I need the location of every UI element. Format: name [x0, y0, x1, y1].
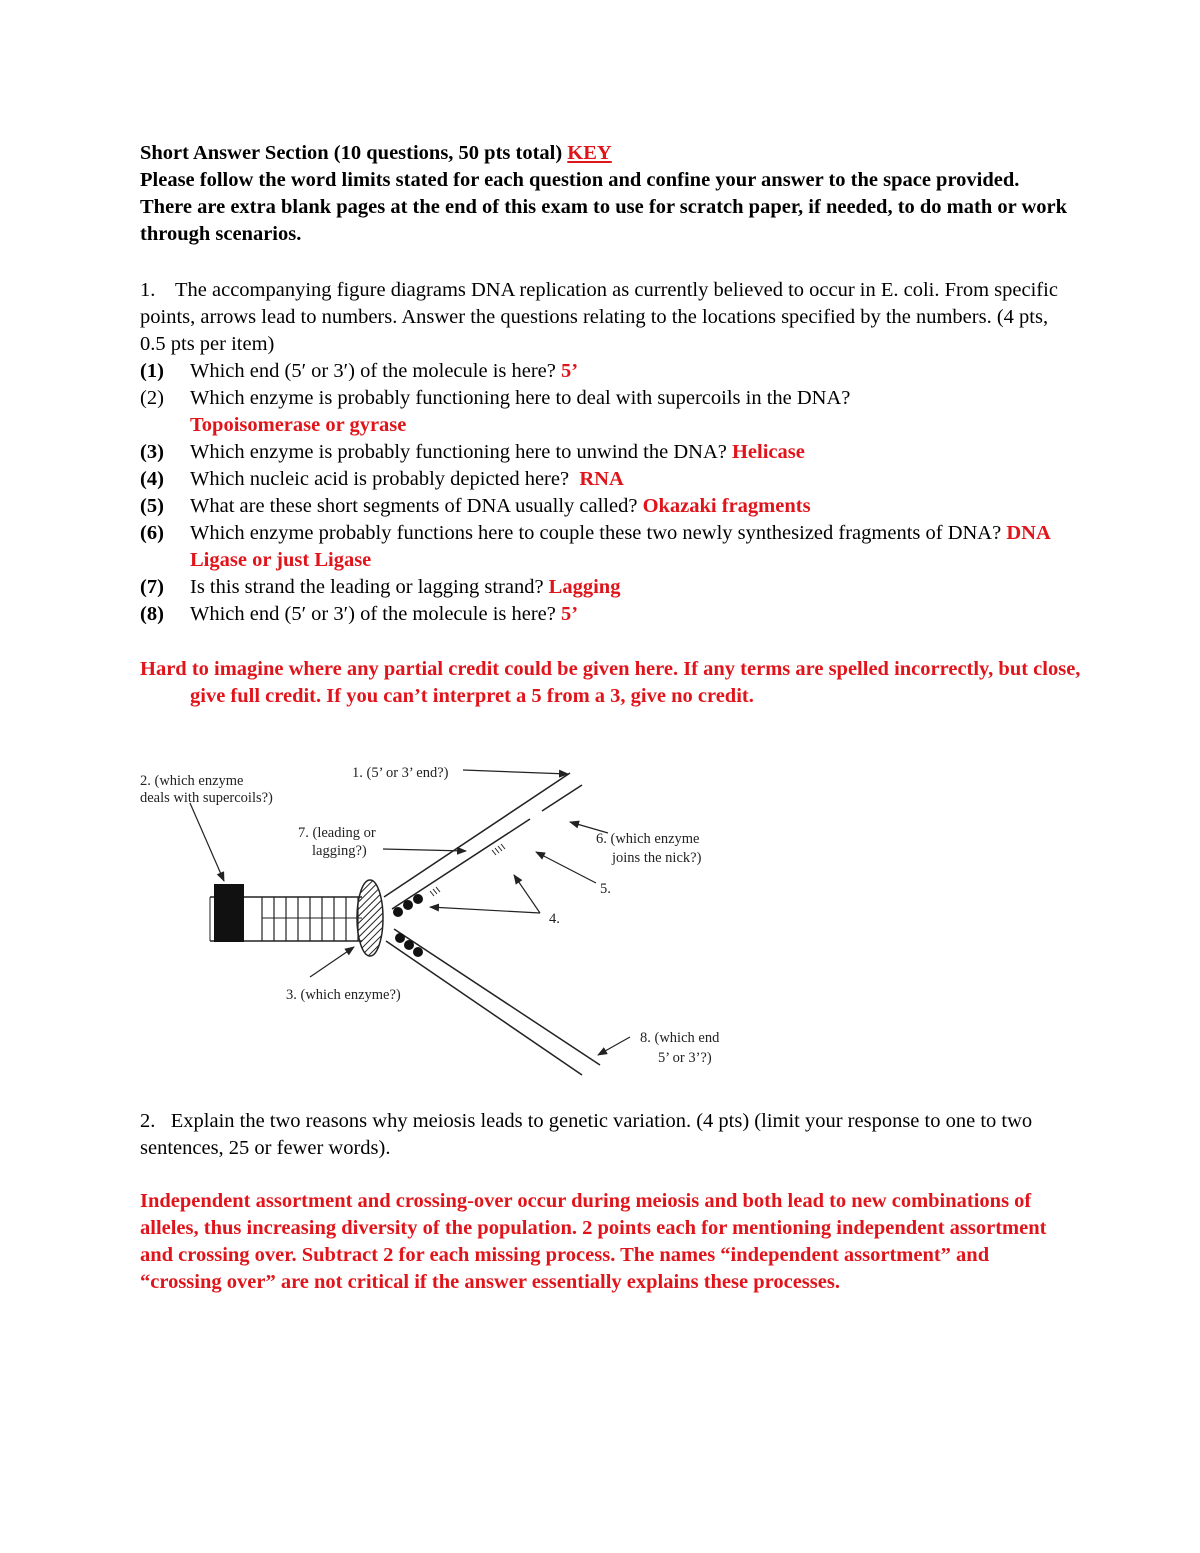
question-2-text: Explain the two reasons why meiosis leads to genetic variation. (4 pts) (limit your response to one to two sentences, 25 or fewer words).: [140, 1110, 1033, 1159]
item-answer: Lagging: [548, 576, 621, 598]
item-question: Is this strand the leading or lagging strand?: [190, 576, 544, 598]
item-answer: Topoisomerase or gyrase: [190, 414, 407, 436]
item-answer: 5’: [561, 360, 579, 382]
item-question: Which enzyme is probably functioning here to unwind the DNA?: [190, 441, 727, 463]
figure-label-7a: 7. (leading or: [298, 825, 376, 841]
topoisomerase-block: [214, 884, 244, 942]
item-number: (3): [140, 441, 164, 463]
item-answer: Helicase: [731, 441, 805, 463]
item-question: Which enzyme is probably functioning here to deal with supercoils in the DNA?: [190, 387, 851, 409]
list-item: [140, 466, 1070, 493]
section-header: [140, 140, 1070, 248]
figure-label-4: 4.: [549, 911, 560, 927]
question-1-number: 1.: [140, 279, 156, 301]
item-question: Which end (5′ or 3′) of the molecule is here?: [190, 360, 556, 382]
item-number: (8): [140, 603, 164, 625]
grading-note: Hard to imagine where any partial credit could be given here. If any terms are spelled incorrectly, but close, give full credit. If you can’t interpret a 5 from a 3, give no credit.: [140, 658, 1081, 707]
instructions: Please follow the word limits stated for each question and confine your answer to the space provided. There are extra blank pages at the end of this exam to use for scratch paper, if needed, to do math or work through scenarios.: [140, 169, 1068, 245]
list-item: [140, 493, 1070, 520]
item-number: (2): [140, 387, 164, 409]
figure-label-1: 1. (5’ or 3’ end?): [352, 765, 449, 781]
dna-replication-figure: [130, 755, 780, 1090]
list-item: [140, 601, 1070, 628]
upper-fork-strands: [384, 773, 582, 909]
helicase-oval: [357, 880, 383, 956]
item-number: (4): [140, 468, 164, 490]
section-title: Short Answer Section (10 questions, 50 pts total): [140, 142, 563, 164]
list-item: [140, 385, 1070, 439]
item-question: Which enzyme probably functions here to couple these two newly synthesized fragments of DNA?: [190, 522, 1002, 544]
item-number: (6): [140, 522, 164, 544]
question-2-number: 2.: [140, 1110, 156, 1132]
item-question: Which nucleic acid is probably depicted here?: [190, 468, 570, 490]
figure-label-3: 3. (which enzyme?): [286, 987, 401, 1003]
item-answer: RNA: [579, 468, 624, 490]
figure-label-6b: joins the nick?): [612, 850, 702, 866]
figure-label-8a: 8. (which end: [640, 1030, 720, 1046]
item-number: (7): [140, 576, 164, 598]
item-answer: 5’: [561, 603, 579, 625]
question-1-intro: The accompanying figure diagrams DNA replication as currently believed to occur in E. coli. From specific points, arrows lead to numbers. Answer the questions relating to the locations specified by the numbers. (4 pts, 0.5 pts per item): [140, 279, 1058, 355]
figure-label-6a: 6. (which enzyme: [596, 831, 700, 847]
list-item: [140, 439, 1070, 466]
item-answer: DNA Ligase or just Ligase: [190, 522, 1050, 571]
figure-label-7b: lagging?): [312, 843, 367, 859]
question-2-answer: Independent assortment and crossing-over occur during meiosis and both lead to new combinations of alleles, thus increasing diversity of the population. 2 points each for mentioning independent assortment and crossing over. Subtract 2 for each missing process. The names “independent assortment” and “crossing over” are not critical if the answer essentially explains these processes.: [140, 1190, 1047, 1293]
item-question: What are these short segments of DNA usually called?: [190, 495, 638, 517]
upper-primer-marks: [430, 844, 505, 896]
question-2: [140, 1108, 1070, 1162]
list-item: [140, 358, 1070, 385]
question-1: [140, 277, 1070, 628]
figure-label-2b: deals with supercoils?): [140, 790, 273, 806]
figure-label-8b: 5’ or 3’?): [658, 1050, 712, 1066]
label-arrows: [190, 770, 630, 1055]
figure-label-5: 5.: [600, 881, 611, 897]
item-number: (1): [140, 360, 164, 382]
key-label: KEY: [567, 142, 612, 164]
list-item: [140, 574, 1070, 601]
item-number: (5): [140, 495, 164, 517]
figure-label-2a: 2. (which enzyme: [140, 773, 244, 789]
list-item: [140, 520, 1070, 574]
item-answer: Okazaki fragments: [642, 495, 811, 517]
item-question: Which end (5′ or 3′) of the molecule is here?: [190, 603, 556, 625]
